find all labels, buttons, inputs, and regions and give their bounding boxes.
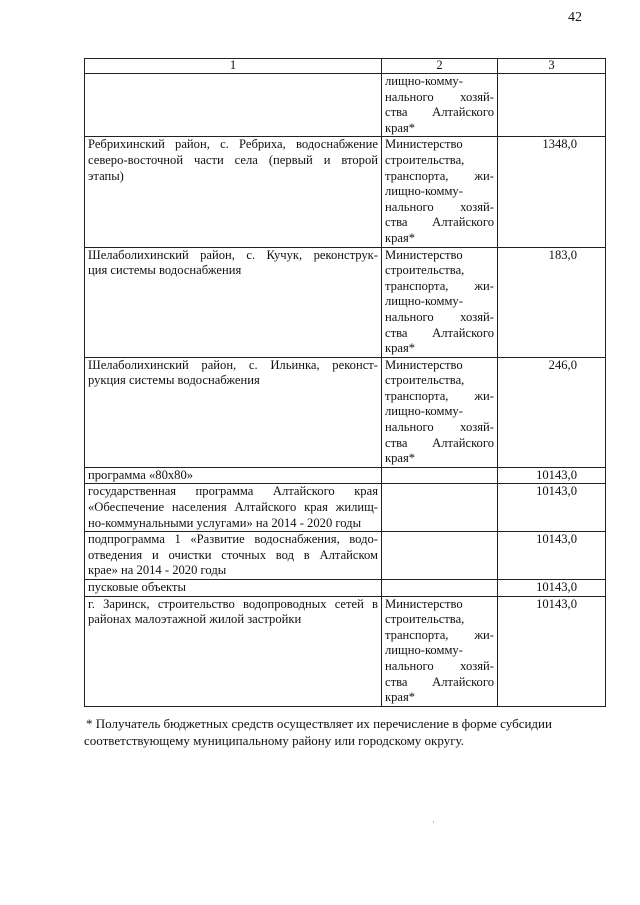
recipient-line: ства Алтайского	[385, 435, 494, 450]
recipient-line: нального хозяй-	[385, 89, 494, 104]
object-cell	[85, 532, 382, 580]
table-row	[85, 532, 606, 580]
table-row	[85, 580, 606, 597]
recipient-line: края*	[385, 451, 416, 466]
recipient-line: лищно-комму-	[385, 74, 463, 88]
object-cell	[85, 596, 382, 706]
object-cell	[85, 247, 382, 357]
footnote: * Получатель бюджетных средств осуществляет их перечисление в форме субсидии соответствующему муниципальному району или городскому округу.	[84, 716, 552, 748]
recipient-line: нального хозяй-	[385, 420, 494, 435]
recipient-cell	[382, 580, 498, 597]
recipient-line: транспорта, жи-	[385, 278, 494, 293]
recipient-cell	[382, 532, 498, 580]
recipient-line: лищно-комму-	[385, 643, 463, 658]
object-line: крае» на 2014 - 2020 годы	[88, 563, 227, 578]
page-number: 42	[568, 10, 582, 25]
recipient-line: строительства,	[385, 263, 465, 278]
recipient-line: ства Алтайского	[385, 215, 494, 230]
recipient-line: Министерство	[385, 247, 463, 262]
recipient-cell	[382, 247, 498, 357]
recipient-line: ства Алтайского	[385, 105, 494, 120]
amount-cell: 10143,0	[498, 484, 606, 532]
recipient-line: транспорта, жи-	[385, 168, 494, 183]
recipient-cell	[382, 137, 498, 247]
recipient-line: лищно-комму-	[385, 404, 463, 419]
object-line: районах малоэтажной жилой застройки	[88, 612, 302, 627]
recipient-line: ства Алтайского	[385, 325, 494, 340]
column-header-3: 3	[498, 59, 606, 74]
table-row	[85, 137, 606, 247]
object-cell	[85, 467, 382, 484]
object-line: но-коммунальными услугами» на 2014 - 2020 годы	[88, 515, 362, 530]
object-line: этапы)	[88, 168, 124, 183]
column-header-1: 1	[85, 59, 382, 74]
amount-cell: 183,0	[498, 247, 606, 357]
recipient-line: края*	[385, 230, 416, 245]
recipient-line: строительства,	[385, 152, 465, 167]
table-header-row	[85, 59, 606, 74]
recipient-line: нального хозяй-	[385, 199, 494, 214]
object-cell	[85, 74, 382, 137]
table-row	[85, 596, 606, 706]
object-line: пусковые объекты	[88, 580, 186, 594]
recipient-line: лищно-комму-	[385, 184, 463, 199]
recipient-cell	[382, 357, 498, 467]
object-line: ция системы водоснабжения	[88, 263, 242, 278]
object-cell	[85, 137, 382, 247]
recipient-line: ства Алтайского	[385, 674, 494, 689]
budget-table	[84, 58, 606, 707]
amount-cell: 10143,0	[498, 596, 606, 706]
object-line: Ребрихинский район, с. Ребриха, водоснабжение	[88, 137, 378, 152]
table-row	[85, 357, 606, 467]
object-line: северо-восточной части села (первый и второй	[88, 152, 378, 167]
table-row	[85, 484, 606, 532]
object-line: подпрограмма 1 «Развитие водоснабжения, водо-	[88, 532, 378, 547]
object-line: Шелаболихинский район, с. Ильинка, реконст-	[88, 357, 378, 372]
recipient-cell	[382, 467, 498, 484]
table-row	[85, 74, 606, 137]
object-line: рукция системы водоснабжения	[88, 373, 260, 388]
object-cell	[85, 484, 382, 532]
recipient-line: лищно-комму-	[385, 294, 463, 309]
object-line: «Обеспечение населения Алтайского края жилищ-	[88, 500, 378, 515]
object-line: Шелаболихинский район, с. Кучук, реконструк-	[88, 247, 378, 262]
recipient-line: транспорта, жи-	[385, 627, 494, 642]
object-line: отведения и очистки сточных вод в Алтайском	[88, 547, 378, 562]
amount-cell: 246,0	[498, 357, 606, 467]
recipient-line: края*	[385, 120, 416, 135]
recipient-cell	[382, 484, 498, 532]
object-cell	[85, 580, 382, 597]
amount-cell	[498, 74, 606, 137]
object-line: государственная программа Алтайского края	[88, 484, 378, 499]
recipient-cell	[382, 74, 498, 137]
table-row	[85, 247, 606, 357]
recipient-line: строительства,	[385, 612, 465, 627]
recipient-line: строительства,	[385, 373, 465, 388]
object-line: программа «80х80»	[88, 467, 194, 482]
amount-cell: 10143,0	[498, 467, 606, 484]
recipient-line: края*	[385, 341, 416, 356]
recipient-line: Министерство	[385, 357, 463, 372]
amount-cell: 10143,0	[498, 580, 606, 597]
table-row	[85, 467, 606, 484]
object-line: г. Заринск, строительство водопроводных сетей в	[88, 596, 378, 611]
recipient-line: транспорта, жи-	[385, 388, 494, 403]
recipient-line: Министерство	[385, 137, 463, 152]
recipient-line: Министерство	[385, 596, 463, 611]
amount-cell: 1348,0	[498, 137, 606, 247]
recipient-line: нального хозяй-	[385, 658, 494, 673]
object-cell	[85, 357, 382, 467]
column-header-2: 2	[382, 59, 498, 74]
recipient-line: нального хозяй-	[385, 309, 494, 324]
recipient-line: края*	[385, 690, 416, 705]
scan-speck: ·	[432, 817, 435, 827]
amount-cell: 10143,0	[498, 532, 606, 580]
recipient-cell	[382, 596, 498, 706]
